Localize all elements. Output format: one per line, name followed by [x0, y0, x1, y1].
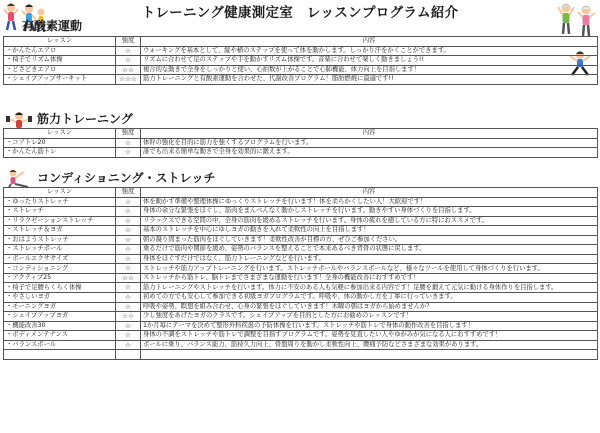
table-row [4, 235, 598, 245]
section-heading-aerobic: 有酸素運動 [22, 18, 83, 33]
header-content: 内容 [141, 129, 598, 139]
table-row [4, 302, 598, 312]
header-lesson: レッスン [4, 37, 116, 47]
lesson-name: ・シェイプアップヨガ [4, 312, 116, 322]
section-heading-strength: 筋力トレーニング [37, 111, 133, 126]
lesson-name: ・椅子で足腰らくらく体操 [4, 283, 116, 293]
table-row [4, 264, 598, 274]
intensity-stars: ☆ [116, 293, 141, 303]
table-row [4, 207, 598, 217]
table-row [4, 138, 598, 148]
lesson-name: ・コアトレ20 [4, 138, 116, 148]
lesson-name: ・アクティブ25 [4, 273, 116, 283]
lesson-description: 筋力トレーニングと有酸素運動を合わせた、代謝改善プログラム！脂肪燃焼に最適です!! [141, 75, 598, 85]
table-row [4, 273, 598, 283]
intensity-stars: ☆ [116, 302, 141, 312]
header-level: 強度 [116, 188, 141, 198]
intensity-stars: ☆☆ [116, 312, 141, 322]
conditioning-table [3, 187, 598, 360]
lesson-name: ・どさどきエアロ [4, 65, 116, 75]
lesson-name: ・おはようストレッチ [4, 235, 116, 245]
lesson-description [141, 350, 598, 360]
table-row [4, 65, 598, 75]
lesson-description: 1か月毎にテーマを決めて整形外科疾患の予防体操を行います。ストレッチや筋トレで身体の動作改善を目指します！ [141, 321, 598, 331]
table-row [4, 75, 598, 85]
header-lesson: レッスン [4, 188, 116, 198]
lesson-description: ウォーキングを基本として、縦や横のステップを使って体を動かします。しっかり汗をかくことができます。 [141, 46, 598, 56]
table-row [4, 46, 598, 56]
intensity-stars: ☆ [116, 46, 141, 56]
table-row [4, 56, 598, 66]
intensity-stars: ☆ [116, 197, 141, 207]
strength-table [3, 128, 598, 158]
lesson-description: 呼吸や姿勢、瞑想を組み合わせ、心身の緊張をほぐしていきます！木曜の朝はヨガから始めませんか？ [141, 302, 598, 312]
intensity-stars [116, 350, 141, 360]
table-row [4, 283, 598, 293]
lesson-name: ・ストレッチ [4, 207, 116, 217]
lesson-description: ボールに乗り、バランス能力、筋持久力向上、骨盤周りを動かし柔軟性向上、腰痛予防などさまざまな効果があります。 [141, 340, 598, 350]
intensity-stars: ☆ [116, 235, 141, 245]
lesson-description: 少し強度をあげたヨガのクラスです。シェイプアップを目的とした方にお勧めのレッスンです！ [141, 312, 598, 322]
lesson-name: ・ストレッチポール [4, 245, 116, 255]
intensity-stars: ☆☆☆ [116, 75, 141, 85]
table-row [4, 312, 598, 322]
lesson-description: リラックスできる空間の中、全身の筋肉を緩めるストレッチを行います。身体の疲れを癒している方に特におススメです。 [141, 216, 598, 226]
table-row [4, 350, 598, 360]
table-row [4, 226, 598, 236]
lesson-description: 誰でも出来る簡単な動きで全身を効果的に鍛えます。 [141, 148, 598, 158]
lesson-name: ・ボールエクササイズ [4, 254, 116, 264]
intensity-stars: ☆ [116, 56, 141, 66]
intensity-stars: ☆ [116, 264, 141, 274]
lesson-description: 身体をほぐすだけではなく、筋力トレーニングなどを行います。 [141, 254, 598, 264]
intensity-stars: ☆ [116, 216, 141, 226]
header-level: 強度 [116, 37, 141, 47]
table-row [4, 148, 598, 158]
table-row [4, 245, 598, 255]
lesson-name: ・モーニングヨガ [4, 302, 116, 312]
lesson-description: 身体の余分な緊張をほぐし、筋肉をまんべんなく動かしストレッチを行います。動きやすい身体づくりを目指します。 [141, 207, 598, 217]
lesson-name: ・かんたんエアロ [4, 46, 116, 56]
header-lesson: レッスン [4, 129, 116, 139]
header-content: 内容 [141, 37, 598, 47]
table-row [4, 216, 598, 226]
intensity-stars: ☆ [116, 254, 141, 264]
table-row [4, 331, 598, 341]
table-row [4, 254, 598, 264]
intensity-stars: ☆☆ [116, 273, 141, 283]
table-row [4, 293, 598, 303]
lesson-description: リズムに合わせて足のステップや手を動かすリズム体操です。音楽に合わせて楽しく動きましょう!! [141, 56, 598, 66]
table-row [4, 321, 598, 331]
table-header-row [4, 129, 598, 139]
intensity-stars: ☆ [116, 321, 141, 331]
intensity-stars: ☆ [116, 207, 141, 217]
seniors-exercise-illustration [556, 2, 598, 38]
header-level: 強度 [116, 129, 141, 139]
intensity-stars: ☆ [116, 148, 141, 158]
lesson-name: ・シェイプアップサーキット [4, 75, 116, 85]
lesson-name: ・ゆったりストレッチ [4, 197, 116, 207]
lesson-description: 乗るだけで筋肉や関節を緩め、姿勢のバランスを整えることで本来あるべき背骨の状態に戻します。 [141, 245, 598, 255]
lesson-name: ・椅子でリズム体操 [4, 56, 116, 66]
intensity-stars: ☆ [116, 138, 141, 148]
lesson-description: 筋力トレーニングやストレッチを行います。体力に不安のある人も気軽に参加出来る内容です！足腰を鍛えて元気に動ける身体作りを目指します。 [141, 283, 598, 293]
intensity-stars: ☆☆ [116, 65, 141, 75]
lesson-description: ストレッチから筋トレ、脳トレまでさまざまな運動を行います！全身の機能改善におすすめです！ [141, 273, 598, 283]
lesson-description: 初めての方でも安心して参加できる初級ヨガプログラムです。呼吸や、体の動かし方を丁寧に行っていきます。 [141, 293, 598, 303]
aerobic-table [3, 36, 598, 85]
lesson-name: ・リラクゼーションストレッチ [4, 216, 116, 226]
lesson-name: ・ボディメンテナンス [4, 331, 116, 341]
lesson-description: ストレッチや筋力アップトレーニングを行います。ストレッチポールやバランスボールなど、様々なツールを使用して身体づくりを行います。 [141, 264, 598, 274]
intensity-stars: ☆ [116, 226, 141, 236]
table-row [4, 340, 598, 350]
lesson-description: 体を動かす準備や整理体操にゆっくりストレッチを行います！体を柔らかくしたい人！大歓迎です！ [141, 197, 598, 207]
lesson-description: 複合的な動きで全身をしっかりと使い、心拍数が上がることで心肺機能、体力向上を目指します！ [141, 65, 598, 75]
lesson-name: ・ストレッチ＆ヨガ [4, 226, 116, 236]
lesson-name: ・機能改善30 [4, 321, 116, 331]
muscle-training-icon [4, 110, 34, 129]
section-heading-conditioning: コンディショニング・ストレッチ [37, 170, 216, 185]
lesson-name: ・バランスボール [4, 340, 116, 350]
lesson-description: 身体の不調をストレッチや筋トレで調整を目指すプログラムです。姿勢を見直したい人やゆがみが気になる人におすすめです！ [141, 331, 598, 341]
lesson-description: 朝の凝り固まった筋肉をほぐしていきます！柔軟性改善が目標の方、ぜひご参加ください。 [141, 235, 598, 245]
lesson-name: ・やさしいヨガ [4, 293, 116, 303]
lesson-description: 体幹の強化を目的に筋力を強くするプログラムを行います。 [141, 138, 598, 148]
table-header-row [4, 37, 598, 47]
intensity-stars: ☆ [116, 340, 141, 350]
table-header-row [4, 188, 598, 198]
intensity-stars: ☆ [116, 245, 141, 255]
lesson-name: ・コンディショニング [4, 264, 116, 274]
header-content: 内容 [141, 188, 598, 198]
lesson-name: ・かんたん筋トレ [4, 148, 116, 158]
table-row [4, 197, 598, 207]
intensity-stars: ☆ [116, 331, 141, 341]
lesson-description: 基本のストレッチを中心にゆしヨガの動きを入れて柔軟性の向上を目指します！ [141, 226, 598, 236]
intensity-stars: ☆ [116, 283, 141, 293]
lesson-name [4, 350, 116, 360]
page-title: トレーニング健康測定室 レッスンプログラム紹介 [141, 5, 459, 21]
